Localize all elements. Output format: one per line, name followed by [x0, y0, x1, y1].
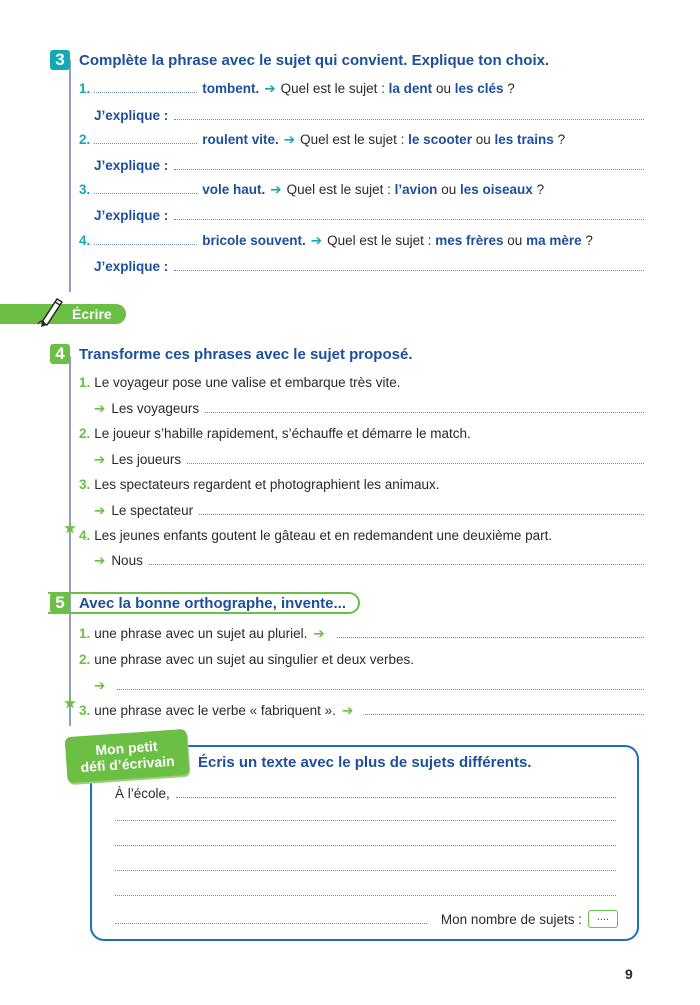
arrow-icon: ➔: [313, 626, 325, 641]
item-number: 4.: [79, 528, 91, 543]
item-text: une phrase avec un sujet au pluriel.: [94, 626, 308, 641]
writing-last-row: [115, 910, 618, 928]
exercise-3-item-4: [79, 233, 593, 249]
answer-line[interactable]: [115, 914, 427, 924]
answer-blank[interactable]: [94, 184, 197, 194]
item-number: 1.: [79, 626, 91, 641]
exercise-title: Complète la phrase avec le sujet qui convient. Explique ton choix.: [79, 51, 550, 69]
question-prefix: Quel est le sujet :: [280, 81, 385, 96]
writing-line[interactable]: [115, 895, 616, 896]
tag-line-2: défi d’écrivain: [80, 752, 176, 776]
tag-line-1: Mon petit: [94, 737, 159, 759]
or-word: ou: [441, 182, 457, 197]
item-number: 4.: [79, 233, 91, 248]
exercise-3-item-1: [79, 81, 515, 97]
exercise-4-header: [50, 344, 413, 364]
arrow-icon: ➔: [310, 233, 323, 248]
verb-text: bricole souvent.: [202, 233, 306, 248]
item-text: une phrase avec le verbe « fabriquent ».: [94, 703, 336, 718]
sentence: Les spectateurs regardent et photographient les animaux.: [94, 477, 440, 492]
option-2: les oiseaux: [460, 182, 533, 197]
option-1: le scooter: [408, 132, 472, 147]
answer-line[interactable]: [365, 705, 644, 715]
pencil-icon: [36, 294, 66, 328]
arrow-icon: ➔: [94, 678, 106, 693]
arrow-icon: ➔: [94, 553, 106, 568]
explain-label: J’explique :: [94, 259, 169, 274]
arrow-icon: ➔: [283, 132, 296, 147]
subject: Le spectateur: [111, 503, 194, 518]
explain-label: J’explique :: [94, 158, 169, 173]
exercise-3-item-2: [79, 132, 565, 148]
margin-line-bottom: [69, 356, 71, 726]
explain-label: J’explique :: [94, 208, 169, 223]
option-1: mes frères: [435, 233, 504, 248]
explain-row: [94, 208, 644, 223]
item-number: 3.: [79, 182, 91, 197]
question-mark: ?: [585, 233, 593, 248]
option-2: les trains: [494, 132, 554, 147]
answer-line[interactable]: [174, 210, 644, 220]
subject: Nous: [111, 553, 143, 568]
answer-line[interactable]: [117, 680, 644, 690]
subject: Les voyageurs: [111, 401, 200, 416]
exercise-4-item-1: [79, 375, 400, 390]
question-mark: ?: [557, 132, 566, 147]
arrow-icon: ➔: [341, 703, 354, 718]
question-prefix: Quel est le sujet :: [286, 182, 391, 197]
answer-line[interactable]: [174, 261, 644, 271]
arrow-icon: ➔: [270, 182, 282, 197]
subject-count-box[interactable]: ....: [588, 910, 618, 928]
verb-text: roulent vite.: [202, 132, 279, 147]
exercise-title: Avec la bonne orthographe, invente...: [79, 594, 346, 612]
exercise-4-item-3: [79, 477, 440, 492]
writing-line[interactable]: [115, 870, 616, 871]
or-word: ou: [435, 81, 451, 96]
writing-start-text: À l’école,: [115, 786, 170, 801]
explain-row: [94, 158, 644, 173]
exercise-4-item-4: [79, 528, 552, 543]
exercise-number-badge: 4: [50, 344, 70, 364]
or-word: ou: [475, 132, 491, 147]
or-word: ou: [507, 233, 523, 248]
sentence: Le joueur s’habille rapidement, s’échauffe et démarre le match.: [94, 426, 471, 441]
question-mark: ?: [536, 182, 545, 197]
option-1: la dent: [388, 81, 433, 96]
answer-line[interactable]: [337, 628, 644, 638]
answer-blank[interactable]: [94, 134, 197, 144]
item-number: 2.: [79, 426, 91, 441]
rewrite-row: [94, 401, 644, 417]
answer-line[interactable]: [187, 454, 644, 464]
arrow-icon: ➔: [94, 503, 106, 518]
subject-count-label: Mon nombre de sujets :: [440, 911, 582, 927]
explain-row: [94, 108, 644, 123]
item-number: 1.: [79, 81, 91, 96]
item-number: 2.: [79, 652, 91, 667]
item-text: une phrase avec un sujet au singulier et deux verbes.: [94, 652, 414, 667]
option-1: l’avion: [394, 182, 438, 197]
item-number: 3.: [79, 477, 91, 492]
question-mark: ?: [507, 81, 515, 96]
item-number: 3.: [79, 703, 91, 718]
writing-line[interactable]: [115, 845, 616, 846]
answer-line[interactable]: [174, 160, 644, 170]
rewrite-row: [94, 503, 644, 519]
sentence: Le voyageur pose une valise et embarque très vite.: [94, 375, 401, 390]
verb-text: tombent.: [202, 81, 260, 96]
star-icon: [64, 697, 76, 709]
answer-line[interactable]: [205, 403, 644, 413]
exercise-3-header: [50, 50, 549, 70]
answer-blank[interactable]: [94, 83, 197, 93]
arrow-icon: ➔: [264, 81, 276, 96]
exercise-5-item-2: [79, 652, 414, 667]
item-number: 2.: [79, 132, 91, 147]
question-prefix: Quel est le sujet :: [327, 233, 432, 248]
verb-text: vole haut.: [202, 182, 266, 197]
section-label: Écrire: [72, 306, 112, 322]
exercise-4-item-2: [79, 426, 471, 441]
sentence: Les jeunes enfants goutent le gâteau et en redemandent une deuxième part.: [94, 528, 553, 543]
explain-row: [94, 259, 644, 274]
exercise-number-badge: 3: [50, 50, 70, 70]
rewrite-row: [94, 452, 644, 468]
exercise-number-badge: 5: [50, 593, 70, 613]
star-icon: [64, 522, 76, 534]
exercise-3-item-3: [79, 182, 544, 198]
arrow-icon: ➔: [94, 452, 106, 467]
page-number: 9: [625, 966, 633, 982]
exercise-title: Transforme ces phrases avec le sujet proposé.: [79, 345, 413, 363]
writing-line[interactable]: [115, 820, 616, 821]
option-2: ma mère: [526, 233, 582, 248]
rewrite-row: [94, 553, 644, 569]
answer-row: [94, 678, 644, 694]
explain-label: J’explique :: [94, 108, 169, 123]
margin-line-top: [69, 60, 71, 292]
writing-start-row: [115, 786, 616, 801]
option-2: les clés: [454, 81, 504, 96]
arrow-icon: ➔: [94, 401, 106, 416]
answer-line[interactable]: [149, 555, 644, 565]
answer-line[interactable]: [174, 110, 644, 120]
exercise-5-header: [50, 593, 346, 613]
answer-line[interactable]: [199, 505, 644, 515]
exercise-5-item-3: [79, 703, 644, 719]
writing-challenge-title: Écris un texte avec le plus de sujets différents.: [198, 754, 532, 771]
exercise-5-item-1: [79, 626, 644, 642]
answer-line[interactable]: [176, 788, 616, 798]
writing-challenge-tag: [65, 729, 190, 783]
question-prefix: Quel est le sujet :: [300, 132, 405, 147]
subject: Les joueurs: [111, 452, 182, 467]
item-number: 1.: [79, 375, 91, 390]
answer-blank[interactable]: [94, 235, 197, 245]
